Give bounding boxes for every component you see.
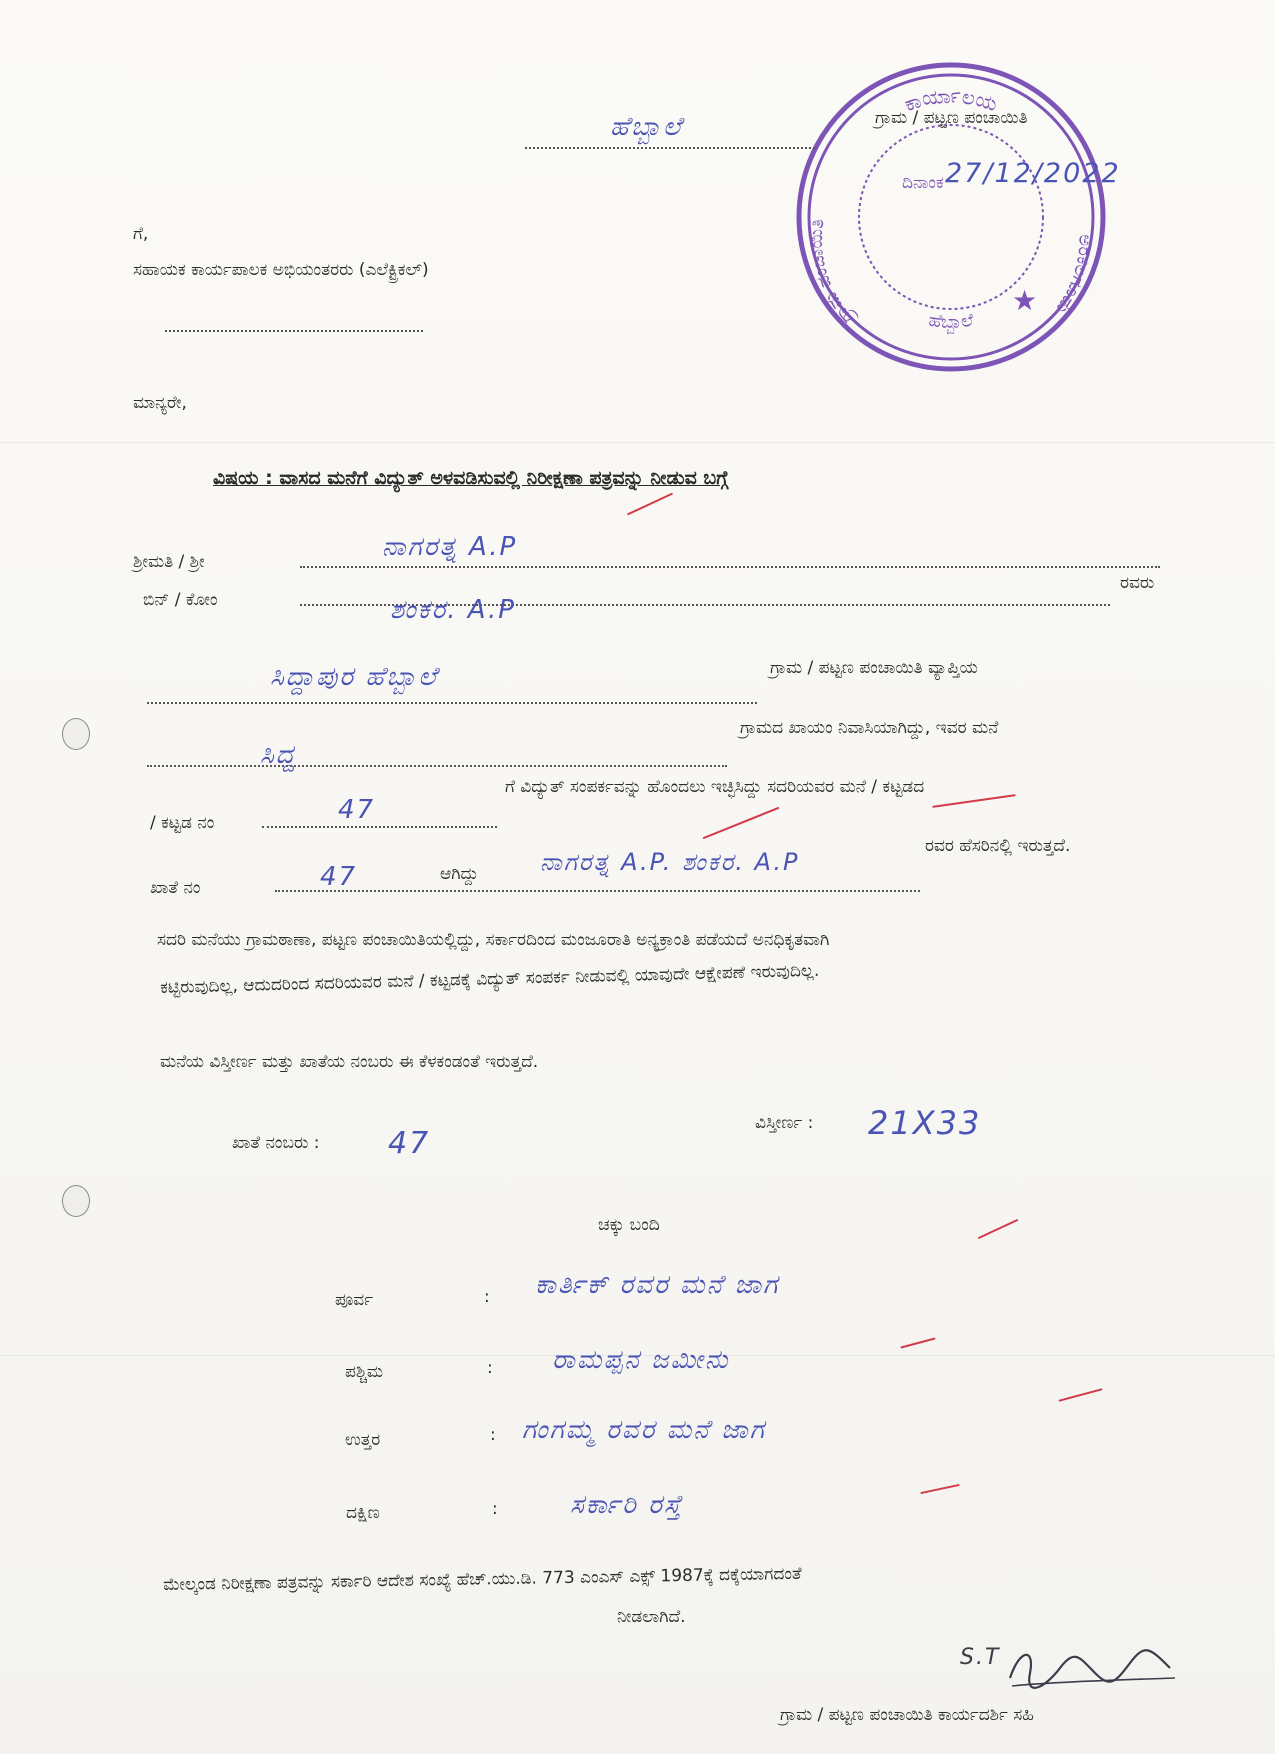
seal-date-label: ದಿನಾಂಕ	[902, 173, 944, 193]
star-icon: ★	[1012, 284, 1038, 317]
relation-name-hw: ಶಂಕರ. A.P	[390, 595, 516, 625]
body-line	[147, 765, 727, 767]
khata-label: ಖಾತೆ ನಂಬರು :	[232, 1133, 320, 1153]
boundary-west-hw: ರಾಮಪ್ಪನ ಜಮೀನು	[552, 1345, 730, 1375]
body-text: ರವರು	[1120, 573, 1155, 593]
tick-mark	[703, 807, 780, 840]
addressee-line	[165, 330, 423, 332]
seal-bottom-text: ಹೆಬ್ಬಾಲೆ	[927, 309, 975, 333]
khata-no-hw: 47	[320, 862, 358, 892]
boundary-label-north: ಉತ್ತರ	[345, 1430, 381, 1450]
subject-line: ವಿಷಯ : ವಾಸದ ಮನೆಗೆ ವಿದ್ಯುತ್ ಅಳವಡಿಸುವಲ್ಲಿ ನಿರೀಕ್ಷಣಾ ಪತ್ರವನ್ನು ನೀಡುವ ಬಗ್ಗೆ	[213, 467, 729, 489]
applicant-name-hw: ನಾಗರತ್ನ A.P	[382, 532, 518, 562]
signatory-title: ಗ್ರಾಮ / ಪಟ್ಟಣ ಪಂಚಾಯಿತಿ ಕಾರ್ಯದರ್ಶಿ ಸಹಿ	[780, 1705, 1034, 1725]
body-text: ಶ್ರೀಮತಿ / ಶ್ರೀ	[133, 552, 205, 572]
body-text: ಗೆ ವಿದ್ಯುತ್ ಸಂಪರ್ಕವನ್ನು ಹೊಂದಲು ಇಚ್ಛಿಸಿದ್ದು ಸದರಿಯವರ ಮನೆ / ಕಟ್ಟಡದ	[505, 777, 925, 797]
body-text: ಕಟ್ಟಿರುವುದಿಲ್ಲ, ಆದುದರಿಂದ ಸದರಿಯವರ ಮನೆ / ಕಟ್ಟಡಕ್ಕೆ ವಿದ್ಯುತ್ ಸಂಪರ್ಕ ನೀಡುವಲ್ಲಿ ಯಾವುದೇ ಆಕ್ಷೇಪಣೆ ಇರುವುದಿಲ್ಲ.	[160, 960, 820, 998]
boundary-colon: :	[492, 1499, 498, 1519]
signature-initials: S.T	[960, 1645, 1001, 1670]
khata-value-hw: 47	[388, 1126, 431, 1161]
svg-text:ಗ್ರಾಮ ಪಂಚಾಯಿತಿ	[806, 218, 860, 332]
village-handwritten: ಹೆಬ್ಬಾಲೆ	[610, 112, 683, 142]
village-name-hw: ಸಿದ್ದ	[260, 740, 297, 770]
boundary-colon: :	[487, 1358, 493, 1378]
body-text: ಮನೆಯ ವಿಸ್ತೀರ್ಣ ಮತ್ತು ಖಾತೆಯ ನಂಬರು ಈ ಕೆಳಕಂಡಂತೆ ಇರುತ್ತದೆ.	[160, 1052, 539, 1072]
panchayat-hw: ಸಿದ್ದಾಪುರ ಹೆಬ್ಬಾಲೆ	[270, 662, 439, 692]
body-text: ಆಗಿದ್ದು	[440, 864, 479, 884]
date-handwritten: 27/12/2022	[945, 158, 1121, 189]
body-text: ಖಾತೆ ನಂ	[150, 878, 201, 898]
boundary-label-east: ಪೂರ್ವ	[335, 1290, 374, 1310]
body-line	[300, 566, 1160, 568]
seal-right-text: ಅರಕಲಗೂಡು	[1051, 234, 1096, 318]
office-label: ಗ್ರಾಮ / ಪಟ್ಟಣ ಪಂಚಾಯಿತಿ	[875, 108, 1028, 128]
closing-text: ನೀಡಲಾಗಿದೆ.	[617, 1607, 686, 1627]
body-text: ಬಿನ್ / ಕೋಂ	[143, 590, 218, 610]
tick-mark	[627, 493, 673, 516]
boundary-north-hw: ಗಂಗಮ್ಮ ರವರ ಮನೆ ಜಾಗ	[522, 1415, 766, 1445]
svg-text:ಹೆಬ್ಬಾಲೆ	[927, 310, 975, 334]
tick-mark	[900, 1337, 935, 1348]
body-line	[147, 702, 757, 704]
boundary-colon: :	[490, 1425, 496, 1445]
seal-top-text: ಕಾರ್ಯಾಲಯ	[901, 82, 1001, 117]
body-text: ಸದರಿ ಮನೆಯು ಗ್ರಾಮಠಾಣಾ, ಪಟ್ಟಣ ಪಂಚಾಯಿತಿಯಲ್ಲಿದ್ದು, ಸರ್ಕಾರದಿಂದ ಮಂಜೂರಾತಿ ಅನ್ಯಕ್ರಾಂತಿ ಪಡೆಯದೆ ಅನಧಿಕೃತವಾಗಿ	[157, 930, 830, 950]
addressee-officer: ಸಹಾಯಕ ಕಾರ್ಯಪಾಲಕ ಅಭಿಯಂತರರು (ಎಲೆಕ್ಟ್ರಿಕಲ್)	[133, 260, 429, 280]
boundary-label-south: ದಕ್ಷಿಣ	[346, 1503, 380, 1523]
tick-mark	[1059, 1388, 1103, 1402]
punch-hole-top	[62, 718, 90, 750]
body-text: / ಕಟ್ಟಡ ನಂ	[150, 813, 215, 833]
body-text: ಗ್ರಾಮದ ಖಾಯಂ ನಿವಾಸಿಯಾಗಿದ್ದು, ಇವರ ಮನೆ	[740, 718, 999, 738]
boundary-label-west: ಪಶ್ಚಿಮ	[345, 1362, 384, 1382]
area-label: ವಿಸ್ತೀರ್ಣ :	[755, 1113, 814, 1133]
tick-mark	[932, 794, 1015, 808]
body-line	[275, 890, 920, 892]
boundaries-title: ಚಕ್ಕು ಬಂದಿ	[598, 1215, 660, 1235]
boundary-south-hw: ಸರ್ಕಾರಿ ರಸ್ತೆ	[570, 1490, 683, 1520]
tick-mark	[920, 1484, 960, 1494]
salutation: ಮಾನ್ಯರೇ,	[133, 393, 187, 413]
panchayat-seal	[792, 58, 1110, 376]
fold-line	[0, 442, 1275, 443]
tick-mark	[978, 1219, 1019, 1239]
owner-name-hw: ನಾಗರತ್ನ A.P. ಶಂಕರ. A.P	[540, 848, 800, 876]
area-value-hw: 21X33	[868, 1104, 982, 1142]
punch-hole-bottom	[62, 1185, 90, 1217]
village-line	[525, 147, 815, 149]
seal-left-text: ಗ್ರಾಮ ಪಂಚಾಯಿತಿ	[805, 217, 858, 329]
closing-text: ಮೇಲ್ಕಂಡ ನಿರೀಕ್ಷಣಾ ಪತ್ರವನ್ನು ಸರ್ಕಾರಿ ಆದೇಶ ಸಂಖ್ಯೆ ಹೆಚ್.ಯು.ಡಿ. 773 ಎಂಎಸ್ ಎಕ್ಸ್ 1987ಕ್ಕೆ ದಕ್ಕೆಯಾಗದಂತೆ	[163, 1563, 802, 1595]
addressee-to: ಗೆ,	[133, 224, 149, 244]
body-line	[262, 826, 497, 828]
building-no-hw: 47	[338, 795, 376, 825]
boundary-east-hw: ಕಾರ್ತಿಕ್ ರವರ ಮನೆ ಜಾಗ	[535, 1270, 780, 1300]
body-text: ಗ್ರಾಮ / ಪಟ್ಟಣ ಪಂಚಾಯಿತಿ ವ್ಯಾಪ್ತಿಯ	[770, 658, 978, 678]
boundary-colon: :	[484, 1287, 490, 1307]
body-text: ರವರ ಹೆಸರಿನಲ್ಲಿ ಇರುತ್ತದೆ.	[925, 836, 1071, 856]
